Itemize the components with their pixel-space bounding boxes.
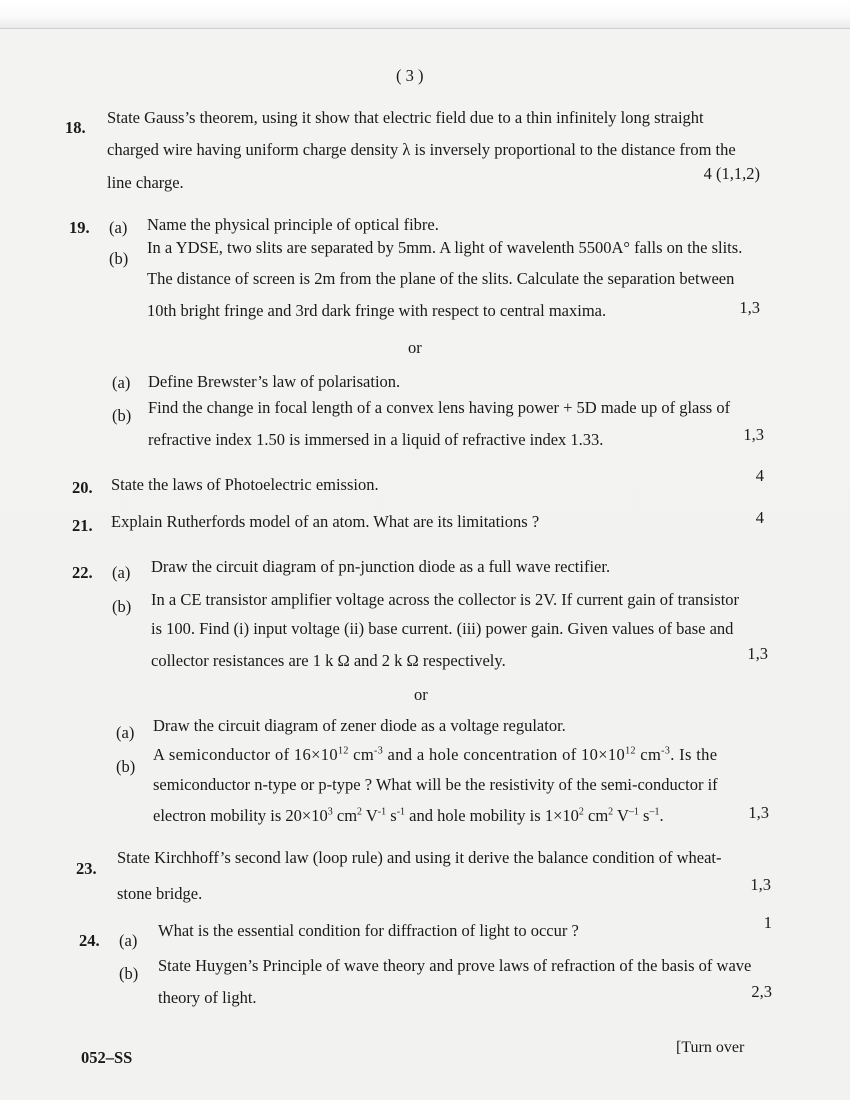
q22-a-label: (a) bbox=[112, 563, 131, 582]
q22-b2-label: (b) bbox=[116, 757, 136, 776]
q19-a2-label: (a) bbox=[112, 373, 131, 392]
q22-b2-line3-s7: –1 bbox=[628, 806, 639, 818]
q22-b-label: (b) bbox=[112, 597, 132, 616]
q21-marks: 4 bbox=[755, 508, 764, 527]
q22-a-text: Draw the circuit diagram of pn-junction diode as a full wave rectifier. bbox=[151, 557, 611, 576]
q18-marks: 4 (1,1,2) bbox=[703, 164, 760, 183]
q22-b2-line3-p4: s bbox=[386, 806, 397, 825]
q20-number: 20. bbox=[72, 478, 93, 497]
q19-b2-label: (b) bbox=[112, 406, 132, 425]
q19-b2-line2: refractive index 1.50 is immersed in a liquid of refractive index 1.33. bbox=[148, 430, 604, 449]
turn-over: [Turn over bbox=[676, 1039, 745, 1056]
paper-code: 052–SS bbox=[81, 1048, 133, 1067]
q19-or: or bbox=[408, 338, 422, 357]
q22-b2-line1-p2: cm bbox=[348, 745, 375, 764]
q22-b2-line3-s2: 2 bbox=[357, 806, 363, 818]
q22-b2-line3-s4: -1 bbox=[396, 806, 406, 818]
q22-b2-line1-p1: A semiconductor of 16×10 bbox=[153, 745, 338, 764]
q22-b2-line1-s3: 12 bbox=[625, 745, 636, 757]
q19-b-line2: The distance of screen is 2m from the plane of the slits. Calculate the separation between bbox=[147, 269, 735, 288]
q22-b2-line1-s1: 12 bbox=[337, 745, 349, 757]
q21-number: 21. bbox=[72, 516, 93, 535]
q24-b-label: (b) bbox=[119, 964, 139, 983]
q23-marks: 1,3 bbox=[750, 875, 771, 894]
q19-b2-line1: Find the change in focal length of a convex lens having power + 5D made up of glass of bbox=[148, 398, 731, 417]
q22-marks-2: 1,3 bbox=[748, 803, 769, 822]
q22-b2-line3-p6: cm bbox=[583, 806, 609, 825]
q22-b-line2: is 100. Find (i) input voltage (ii) base current. (iii) power gain. Given values of base and bbox=[151, 619, 734, 638]
q22-b2-line3-p9: . bbox=[659, 806, 664, 825]
q22-b2-line3-p1: electron mobility is 20×10 bbox=[153, 806, 328, 825]
q22-b2-line3-p2: cm bbox=[332, 806, 358, 825]
q18-line1: State Gauss’s theorem, using it show that electric field due to a thin infinitely long straight bbox=[107, 108, 704, 127]
q24-b-line2: theory of light. bbox=[158, 988, 257, 1007]
q24-a-marks: 1 bbox=[763, 913, 772, 932]
q24-number: 24. bbox=[79, 931, 100, 950]
q24-a-label: (a) bbox=[119, 931, 138, 950]
q22-b2-line2: semiconductor n-type or p-type ? What will be the resistivity of the semi-conductor if bbox=[153, 775, 718, 794]
page-number: ( 3 ) bbox=[396, 66, 424, 85]
q23-number: 23. bbox=[76, 859, 97, 878]
q24-b-line1: State Huygen’s Principle of wave theory and prove laws of refraction of the basis of wave bbox=[158, 956, 752, 975]
q22-b2-line1-p4: cm bbox=[635, 745, 662, 764]
q22-b2-line3-p3: V bbox=[362, 806, 378, 825]
q19-a-label: (a) bbox=[109, 218, 128, 237]
q19-marks-2: 1,3 bbox=[743, 425, 764, 444]
q22-marks-1: 1,3 bbox=[747, 644, 768, 663]
q20-marks: 4 bbox=[755, 466, 764, 485]
q22-a2-label: (a) bbox=[116, 723, 135, 742]
q23-line1: State Kirchhoff’s second law (loop rule) and using it derive the balance condition of wheat- bbox=[117, 848, 722, 867]
q23-line2: stone bridge. bbox=[117, 884, 203, 903]
q21-text: Explain Rutherfords model of an atom. What are its limitations ? bbox=[111, 512, 540, 531]
q22-b2-line3 bbox=[153, 806, 664, 826]
q22-number: 22. bbox=[72, 563, 93, 582]
q24-a-text: What is the essential condition for diffraction of light to occur ? bbox=[158, 921, 579, 940]
q22-b-line3: collector resistances are 1 k Ω and 2 k Ω respectively. bbox=[151, 651, 506, 670]
q22-b2-line1-s2: -3 bbox=[374, 745, 384, 757]
q20-text: State the laws of Photoelectric emission. bbox=[111, 475, 379, 494]
q19-b-line3: 10th bright fringe and 3rd dark fringe with respect to central maxima. bbox=[147, 301, 607, 320]
q22-b2-line3-s6: 2 bbox=[608, 806, 614, 818]
q22-b2-line3-p5: and hole mobility is 1×10 bbox=[405, 806, 579, 825]
q19-a-text: Name the physical principle of optical fibre. bbox=[147, 215, 439, 234]
q19-marks-1: 1,3 bbox=[739, 298, 760, 317]
q18-line3: line charge. bbox=[107, 173, 184, 192]
q22-b-line1: In a CE transistor amplifier voltage across the collector is 2V. If current gain of transistor bbox=[151, 590, 740, 609]
q22-b2-line3-s5: 2 bbox=[578, 806, 584, 818]
q22-b2-line3-p8: s bbox=[638, 806, 650, 825]
q22-b2-line3-p7: V bbox=[613, 806, 629, 825]
q19-number: 19. bbox=[69, 218, 90, 237]
q24-b-marks: 2,3 bbox=[751, 982, 772, 1001]
q19-b-line1: In a YDSE, two slits are separated by 5mm. A light of wavelenth 5500A° falls on the slits. bbox=[147, 238, 743, 257]
q18-number: 18. bbox=[65, 118, 86, 137]
q22-b2-line1-p5: . Is the bbox=[670, 745, 718, 764]
q22-a2-text: Draw the circuit diagram of zener diode as a voltage regulator. bbox=[153, 716, 566, 735]
q19-b-label: (b) bbox=[109, 249, 129, 268]
paper-top-edge bbox=[0, 0, 850, 29]
q22-b2-line1 bbox=[153, 745, 717, 765]
q22-b2-line1-s4: -3 bbox=[661, 745, 671, 757]
q22-b2-line3-s1: 3 bbox=[327, 806, 333, 818]
q19-a2-text: Define Brewster’s law of polarisation. bbox=[148, 372, 401, 391]
q22-b2-line3-s8: –1 bbox=[649, 806, 660, 818]
q18-line2: charged wire having uniform charge density λ is inversely proportional to the distance from the bbox=[107, 140, 736, 159]
q22-b2-line3-s3: -1 bbox=[377, 806, 387, 818]
q22-or: or bbox=[414, 685, 428, 704]
q22-b2-line1-p3: and a hole concentration of 10×10 bbox=[383, 745, 626, 764]
